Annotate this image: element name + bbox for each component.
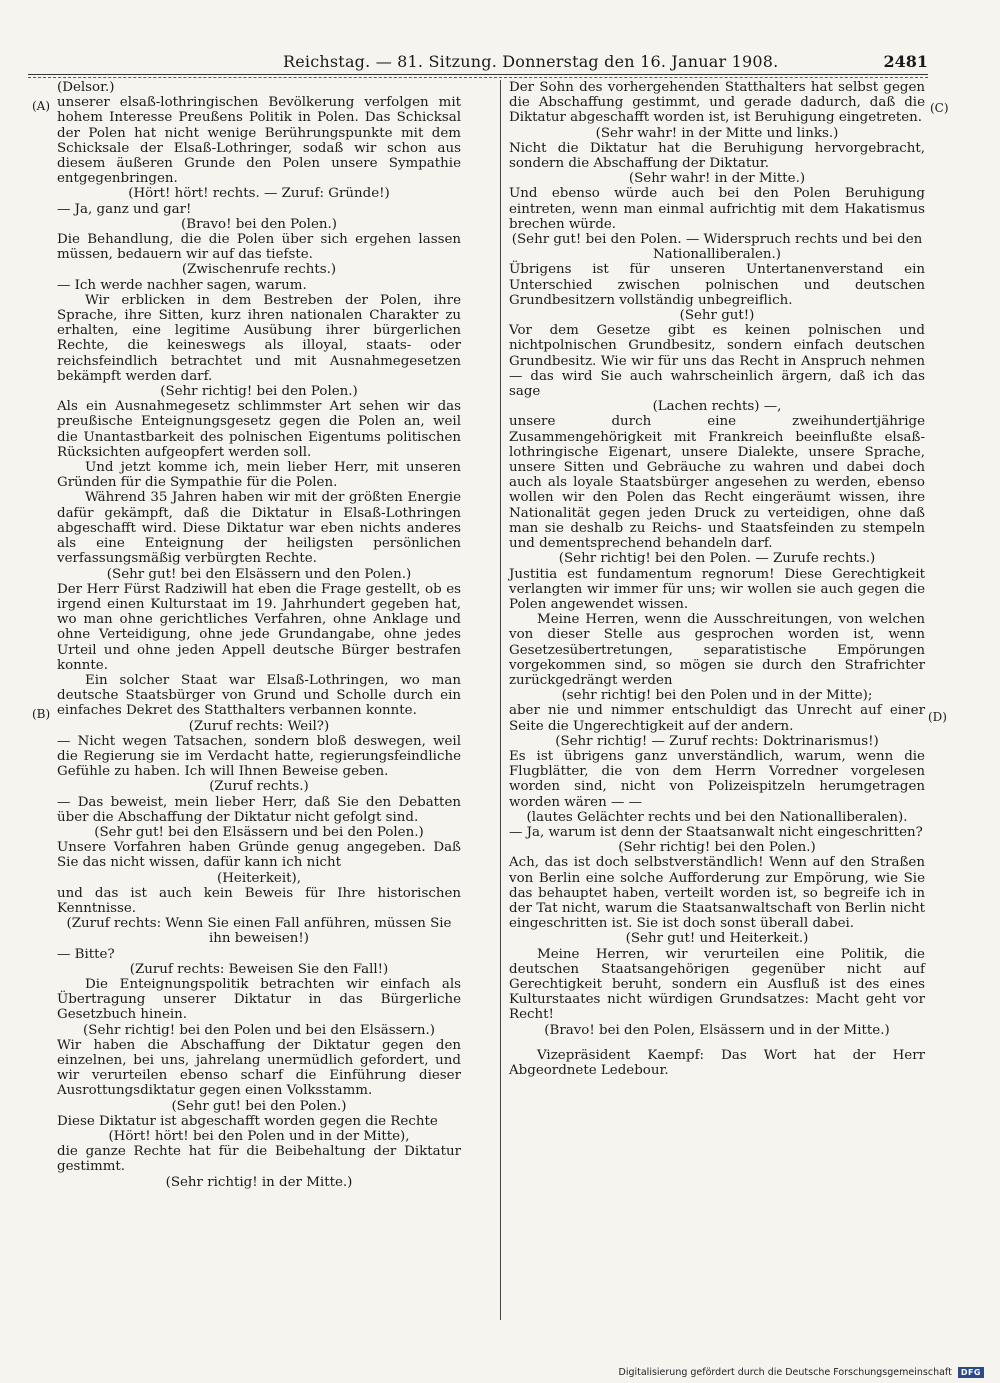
interjection: (Sehr richtig! bei den Polen.) [618,840,816,856]
paragraph: Der Herr Fürst Radziwill hat eben die Frage gestellt, ob es irgend einen Kulturstaat im 19. Jahrhundert gegeben hat, wo man ohne gerichtliches Verfahren, ohne Anklage und ohne Verteidigung, ohne jede Grundangabe, ohne jedes Urteil und ohne jeden Appell deutsche Bürger bestrafen konnte. [57,581,461,673]
interjection: (Zwischenrufe rechts.) [181,262,337,278]
paragraph: — Bitte? [57,946,115,962]
paragraph: Justitia est fundamentum regnorum! Diese Gerechtigkeit verlangten wir immer für uns; wir wollen sie auch gegen die Polen angewendet wissen. [509,566,925,612]
interjection: (Sehr richtig! bei den Polen.) [160,384,358,400]
interjection: (Hört! hört! rechts. — Zuruf: Gründe!) [128,186,390,202]
interjection: (Zuruf rechts: Weil?) [188,718,330,734]
interjection: (Bravo! bei den Polen.) [181,216,337,232]
interjection: (Zuruf rechts.) [209,779,309,795]
dfg-logo: DFG [958,1367,984,1378]
running-header [28,52,928,74]
interjection: (Zuruf rechts: Beweisen Sie den Fall!) [129,961,389,977]
paragraph: unserer elsaß-lothringischen Bevölkerung verfolgen mit hohem Interesse Preußens Politik in Polen. Das Schicksal der Polen hat nicht wenige Berührungspunkte mit dem Schicksale der Elsaß-Lothringer, sodaß wir schon aus diesem äußeren Grunde den Polen unsere Sympathie entgegenbringen. [57,95,461,187]
paragraph: Vor dem Gesetze gibt es keinen polnischen und nichtpolnischen Grundbesitz, sondern einfach deutschen Grundbesitz. Wie wir für uns das Recht in Anspruch nehmen — das wird Sie auch wahrscheinlich ärgern, daß ich das sage [509,323,925,400]
paragraph: — Ja, warum ist denn der Staatsanwalt nicht eingeschritten? [509,824,923,840]
paragraph: Der Sohn des vorhergehenden Statthalters hat selbst gegen die Abschaffung gestimmt, und gerade dadurch, daß die Diktatur abgeschafft worden ist, ist Beruhigung eingetreten. [509,80,925,126]
paragraph: Ein solcher Staat war Elsaß-Lothringen, wo man deutsche Staatsbürger von Grund und Scholle durch ein einfaches Dekret des Statthalters verbannen konnte. [57,672,461,719]
interjection: (lautes Gelächter rechts und bei den Nationalliberalen). [526,809,908,825]
interjection: (Sehr richtig! bei den Polen und bei den Elsässern.) [83,1022,435,1038]
margin-marker-d: (D) [928,710,947,724]
paragraph: Als ein Ausnahmegesetz schlimmster Art sehen wir das preußische Enteignungsgesetz gegen die Polen an, weil die Unantastbarkeit des polnischen Eigentums politischen Rücksichten aufgeopfert werden soll. [57,399,461,460]
paragraph: Es ist übrigens ganz unverständlich, warum, wenn die Flugblätter, die von dem Herrn Vorredner vorgelesen worden sind, nicht von Polizeispitzeln herumgetragen worden wären — — [509,748,925,810]
paragraph: Unsere Vorfahren haben Gründe genug angegeben. Daß Sie das nicht wissen, dafür kann ich nicht [57,840,461,871]
paragraph: Ach, das ist doch selbstverständlich! Wenn auf den Straßen von Berlin eine solche Aufforderung zur Empörung, wie Sie das behauptet haben, verteilt worden ist, so begreife ich in der Tat nicht, warum die Staatsanwaltschaft von Berlin nicht eingeschritten ist. Sie ist doch sonst überall dabei. [509,855,925,932]
right-column [509,80,925,1078]
paragraph: unsere durch eine zweihundertjährige Zusammengehörigkeit mit Frankreich beeinflußte elsaß-lothringische Eigenart, unsere Dialekte, unsere Sprache, unsere Sitten und Gebräuche zu wahren und dabei doch auch als loyale Staatsbürger angesehen zu werden, ebenso wollen wir den Polen das Recht eingeräumt wissen, ihre Nationalität gegen jeden Druck zu verteidigen, ohne daß man sie deshalb zu Reichs- und Staatsfeinden zu stempeln und dementsprechend behandeln darf. [509,414,925,552]
paragraph: Die Enteignungspolitik betrachten wir einfach als Übertragung unserer Diktatur in das Bürgerliche Gesetzbuch hinein. [57,976,461,1023]
paragraph: und das ist auch kein Beweis für Ihre historischen Kenntnisse. [57,885,461,916]
footer-credit: Digitalisierung gefördert durch die Deutsche Forschungsgemeinschaft [618,1366,952,1378]
header-title: Reichstag. — 81. Sitzung. Donnerstag den 16. Januar 1908. [283,52,779,71]
paragraph: Vizepräsident Kaempf: Das Wort hat der Herr Abgeordnete Ledebour. [509,1047,925,1078]
interjection: (Hört! hört! bei den Polen und in der Mitte), [108,1129,410,1145]
interjection: (Sehr richtig! bei den Polen. — Zurufe rechts.) [558,551,876,567]
paragraph: Die Behandlung, die die Polen über sich ergehen lassen müssen, bedauern wir auf das tiefste. [57,232,461,263]
interjection: (Sehr richtig! — Zuruf rechts: Doktrinarismus!) [555,733,879,749]
interjection: (Bravo! bei den Polen, Elsässern und in der Mitte.) [544,1022,890,1038]
paragraph: Meine Herren, wir verurteilen eine Politik, die deutschen Staatsangehörigen gegenüber nicht auf Gerechtigkeit beruht, sondern ein Ausfluß ist des eines Kulturstaates nicht würdigen Grundsatzes: Macht geht vor Recht! [509,946,925,1023]
page-number: 2481 [883,52,928,71]
interjection: (Sehr gut! bei den Polen. — Widerspruch rechts und bei den Nationalliberalen.) [511,232,923,263]
interjection: (Sehr wahr! in der Mitte.) [628,171,806,187]
paragraph: Übrigens ist für unseren Untertanenverstand ein Unterschied zwischen polnischen und deutschen Grundbesitzern vollständig unbegreiflich. [509,262,925,308]
interjection: (Sehr gut! bei den Elsässern und bei den Polen.) [94,824,424,840]
interjection: (Sehr wahr! in der Mitte und links.) [595,125,839,141]
paragraph: — Nicht wegen Tatsachen, sondern bloß deswegen, weil die Regierung sie im Verdacht hatte, regierungsfeindliche Gefühle zu haben. Ich will Ihnen Beweise geben. [57,733,461,780]
column-divider [500,80,501,1320]
interjection: (Sehr gut! bei den Polen.) [171,1098,347,1114]
paragraph: aber nie und nimmer entschuldigt das Unrecht auf einer Seite die Ungerechtigkeit auf der andern. [509,703,925,734]
paragraph: Nicht die Diktatur hat die Beruhigung hervorgebracht, sondern die Abschaffung der Diktatur. [509,140,925,172]
paragraph: — Das beweist, mein lieber Herr, daß Sie den Debatten über die Abschaffung der Diktatur nicht gefolgt sind. [57,794,461,825]
paragraph: die ganze Rechte hat für die Beibehaltung der Diktatur gestimmt. [57,1144,461,1175]
paragraph: (Delsor.) [57,80,115,95]
paragraph: Wir erblicken in dem Bestreben der Polen, ihre Sprache, ihre Sitten, kurz ihren nationalen Charakter zu erhalten, eine legitime Ausübung ihrer bürgerlichen Rechte, die keineswegs als illoyal, staats- oder reichsfeindlich betrachtet und mit Ausnahmegesetzen bekämpft werden darf. [57,292,461,384]
margin-marker-c: (C) [930,101,949,115]
interjection: (sehr richtig! bei den Polen und in der Mitte); [561,688,873,704]
left-column [57,80,461,1190]
interjection: (Zuruf rechts: Wenn Sie einen Fall anführen, müssen Sie ihn beweisen!) [66,916,452,947]
interjection: (Sehr gut! und Heiterkeit.) [625,931,809,947]
paragraph: — Ich werde nachher sagen, warum. [57,277,307,293]
footer [619,1364,984,1380]
header-rule [28,74,928,75]
interjection: (Lachen rechts) —, [652,399,782,415]
interjection: (Heiterkeit), [217,870,301,886]
paragraph: Diese Diktatur ist abgeschafft worden gegen die Rechte [57,1113,438,1129]
paragraph: Und ebenso würde auch bei den Polen Beruhigung eintreten, wenn man einmal aufrichtig mit dem Hakatismus brechen würde. [509,186,925,232]
margin-marker-a: (A) [32,99,51,113]
margin-marker-b: (B) [32,707,51,721]
header-rule-dashed [28,77,928,78]
paragraph: Und jetzt komme ich, mein lieber Herr, mit unseren Gründen für die Sympathie für die Polen. [57,460,461,491]
interjection: (Sehr gut!) [679,308,755,324]
paragraph: Wir haben die Abschaffung der Diktatur gegen den einzelnen, bei uns, jahrelang unermüdlich gefordert, und wir verurteilen ebenso scharf die Einführung dieser Ausrottungsdiktatur gegen einen Volksstamm. [57,1037,461,1099]
paragraph: Meine Herren, wenn die Ausschreitungen, von welchen von dieser Stelle aus gesprochen worden ist, wenn Gesetzesübertretungen, separatistische Empörungen vorgekommen sind, so mögen sie durch den Strafrichter zurückgedrängt werden [509,612,925,688]
interjection: (Sehr richtig! in der Mitte.) [165,1174,353,1190]
paragraph: Während 35 Jahren haben wir mit der größten Energie dafür gekämpft, daß die Diktatur in Elsaß-Lothringen abgeschafft wird. Diese Diktatur war eben nichts anderes als eine Enteignung der heiligsten persönlichen verfassungsmäßig verbürgten Rechte. [57,490,461,567]
interjection: (Sehr gut! bei den Elsässern und den Polen.) [106,566,412,582]
paragraph: — Ja, ganz und gar! [57,201,192,217]
